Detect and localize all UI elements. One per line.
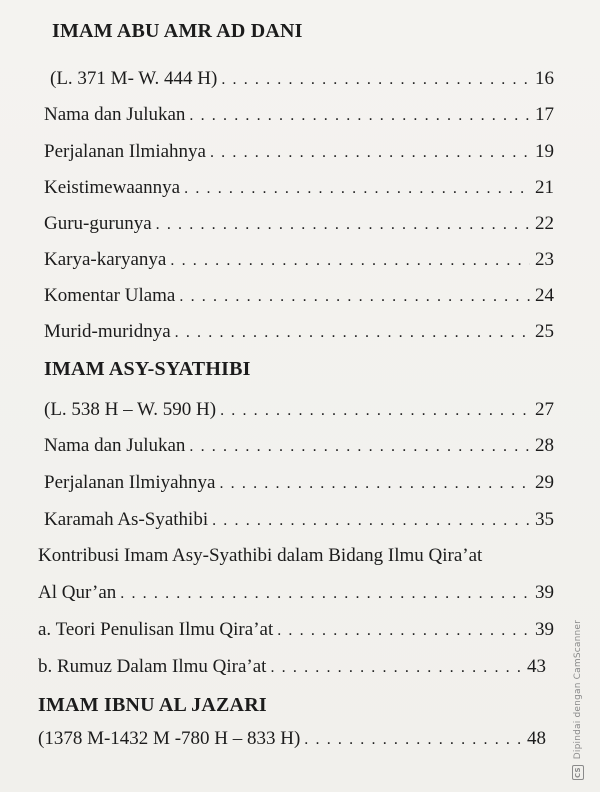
page-number: 39 [535,582,554,603]
toc-entry [44,177,554,199]
toc-entry [44,321,554,343]
toc-entry [44,435,554,457]
page-number: 24 [535,285,554,306]
page-number: 43 [527,656,546,677]
entry-label: Perjalanan Ilmiyahnya [44,472,216,493]
toc-entry [50,68,554,90]
entry-label: Komentar Ulama [44,285,176,306]
leader-dots [219,476,530,492]
toc-entry [44,472,554,494]
leader-dots [304,732,522,748]
toc-entry [44,399,554,421]
page-number: 17 [535,104,554,125]
page-number: 23 [535,249,554,270]
page-number: 19 [535,141,554,162]
leader-dots [179,289,530,305]
entry-label: (L. 538 H – W. 590 H) [44,399,217,420]
leader-dots [270,660,522,676]
entry-label: Murid-muridnya [44,321,171,342]
entry-label: Perjalanan Ilmiahnya [44,141,206,162]
scanner-watermark [572,619,592,780]
leader-dots [220,403,530,419]
entry-label: Keistimewaannya [44,177,181,198]
toc-entry [44,249,554,271]
leader-dots [189,108,530,124]
leader-dots [170,253,530,269]
entry-label: Nama dan Julukan [44,104,186,125]
page-number: 28 [535,435,554,456]
page-number: 21 [535,177,554,198]
watermark-text: Dipindai dengan CamScanner [573,619,583,760]
section-heading: IMAM IBNU AL JAZARI [38,694,267,716]
page-number: 27 [535,399,554,420]
camscanner-logo-icon: CS [574,767,582,778]
leader-dots [120,586,530,602]
section-heading: IMAM ASY-SYATHIBI [44,358,251,380]
page-number: 35 [535,509,554,530]
section-heading: IMAM ABU AMR AD DANI [52,20,303,42]
toc-entry [44,141,554,163]
entry-label: Al Qur’an [38,582,117,603]
entry-label-line1: Kontribusi Imam Asy-Syathibi dalam Bidang Ilmu Qira’at [38,545,483,566]
toc-entry [44,213,554,235]
toc-entry [38,656,546,678]
entry-label: Karya-karyanya [44,249,167,270]
leader-dots [212,513,530,529]
leader-dots [210,145,530,161]
page-number: 29 [535,472,554,493]
leader-dots [156,217,530,233]
page-number: 48 [527,728,546,749]
leader-dots [277,623,530,639]
page-number: 39 [535,619,554,640]
toc-entry [44,285,554,307]
leader-dots [221,72,530,88]
page-number: 25 [535,321,554,342]
entry-label: Nama dan Julukan [44,435,186,456]
leader-dots [175,325,530,341]
entry-label: Karamah As-Syathibi [44,509,209,530]
entry-label: (1378 M-1432 M -780 H – 833 H) [38,728,301,749]
leader-dots [184,181,530,197]
leader-dots [189,439,530,455]
entry-label: a. Teori Penulisan Ilmu Qira’at [38,619,274,640]
toc-entry [44,509,554,531]
page-number: 16 [535,68,554,89]
entry-label: Guru-gurunya [44,213,152,234]
toc-entry [44,104,554,126]
toc-entry [38,728,546,750]
toc-entry [38,582,554,604]
entry-label: (L. 371 M- W. 444 H) [50,68,218,89]
page-number: 22 [535,213,554,234]
toc-entry [38,619,554,641]
entry-label: b. Rumuz Dalam Ilmu Qira’at [38,656,267,677]
